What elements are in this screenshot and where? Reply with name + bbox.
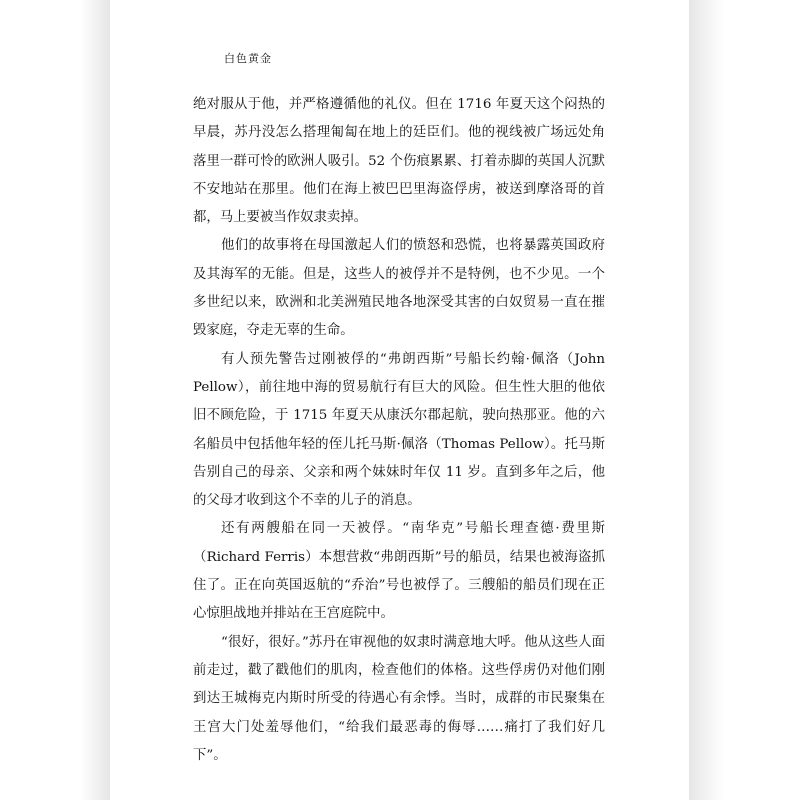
running-head: 白色黄金 <box>224 52 272 65</box>
book-page <box>110 0 689 800</box>
paragraph-1: 绝对服从于他，并严格遵循他的礼仪。但在 1716 年夏天这个闷热的早晨，苏丹没怎么搭理匍匐在地上的廷臣们。他的视线被广场远处角落里一群可怜的欧洲人吸引。52 个伤痕累累、打着赤脚的英国人沉默不安地站在那里。他们在海上被巴巴里海盗俘虏，被送到摩洛哥的首都，马上要被当作奴隶卖掉。 <box>193 97 605 226</box>
paragraph-4: 还有两艘船在同一天被俘。“南华克”号船长理查德·费里斯（Richard Ferris）本想营救“弗朗西斯”号的船员，结果也被海盗抓住了。正在向英国返航的“乔治”号也被俘了。三艘船的船员们现在正心惊胆战地并排站在王宫庭院中。 <box>193 521 605 622</box>
paragraph-3: 有人预先警告过刚被俘的“弗朗西斯”号船长约翰·佩洛（John Pellow），前往地中海的贸易航行有巨大的风险。但生性大胆的他依旧不顾危险，于 1715 年夏天从康沃尔郡起航，驶向热那亚。他的六名船员中包括他年轻的侄儿托马斯·佩洛（Thomas Pellow）。托马斯告别自己的母亲、父亲和两个妹妹时年仅 11 岁。直到多年之后，他的父母才收到这个不幸的儿子的消息。 <box>193 351 605 509</box>
paragraph-2: 他们的故事将在母国激起人们的愤怒和恐慌，也将暴露英国政府及其海军的无能。但是，这些人的被俘并不是特例，也不少见。一个多世纪以来，欧洲和北美洲殖民地各地深受其害的白奴贸易一直在摧毁家庭，夺走无辜的生命。 <box>193 238 605 339</box>
page-shadow-right <box>689 0 724 800</box>
body-text <box>193 91 605 770</box>
paragraph-5: “很好，很好。”苏丹在审视他的奴隶时满意地大呼。他从这些人面前走过，戳了戳他们的肌肉，检查他们的体格。这些俘虏仍对他们刚到达王城梅克内斯时所受的待遇心有余悸。当时，成群的市民聚集在王宫大门处羞辱他们，“给我们最恶毒的侮辱……痛打了我们好几下”。 <box>193 634 605 763</box>
page-shadow-left <box>80 0 110 800</box>
